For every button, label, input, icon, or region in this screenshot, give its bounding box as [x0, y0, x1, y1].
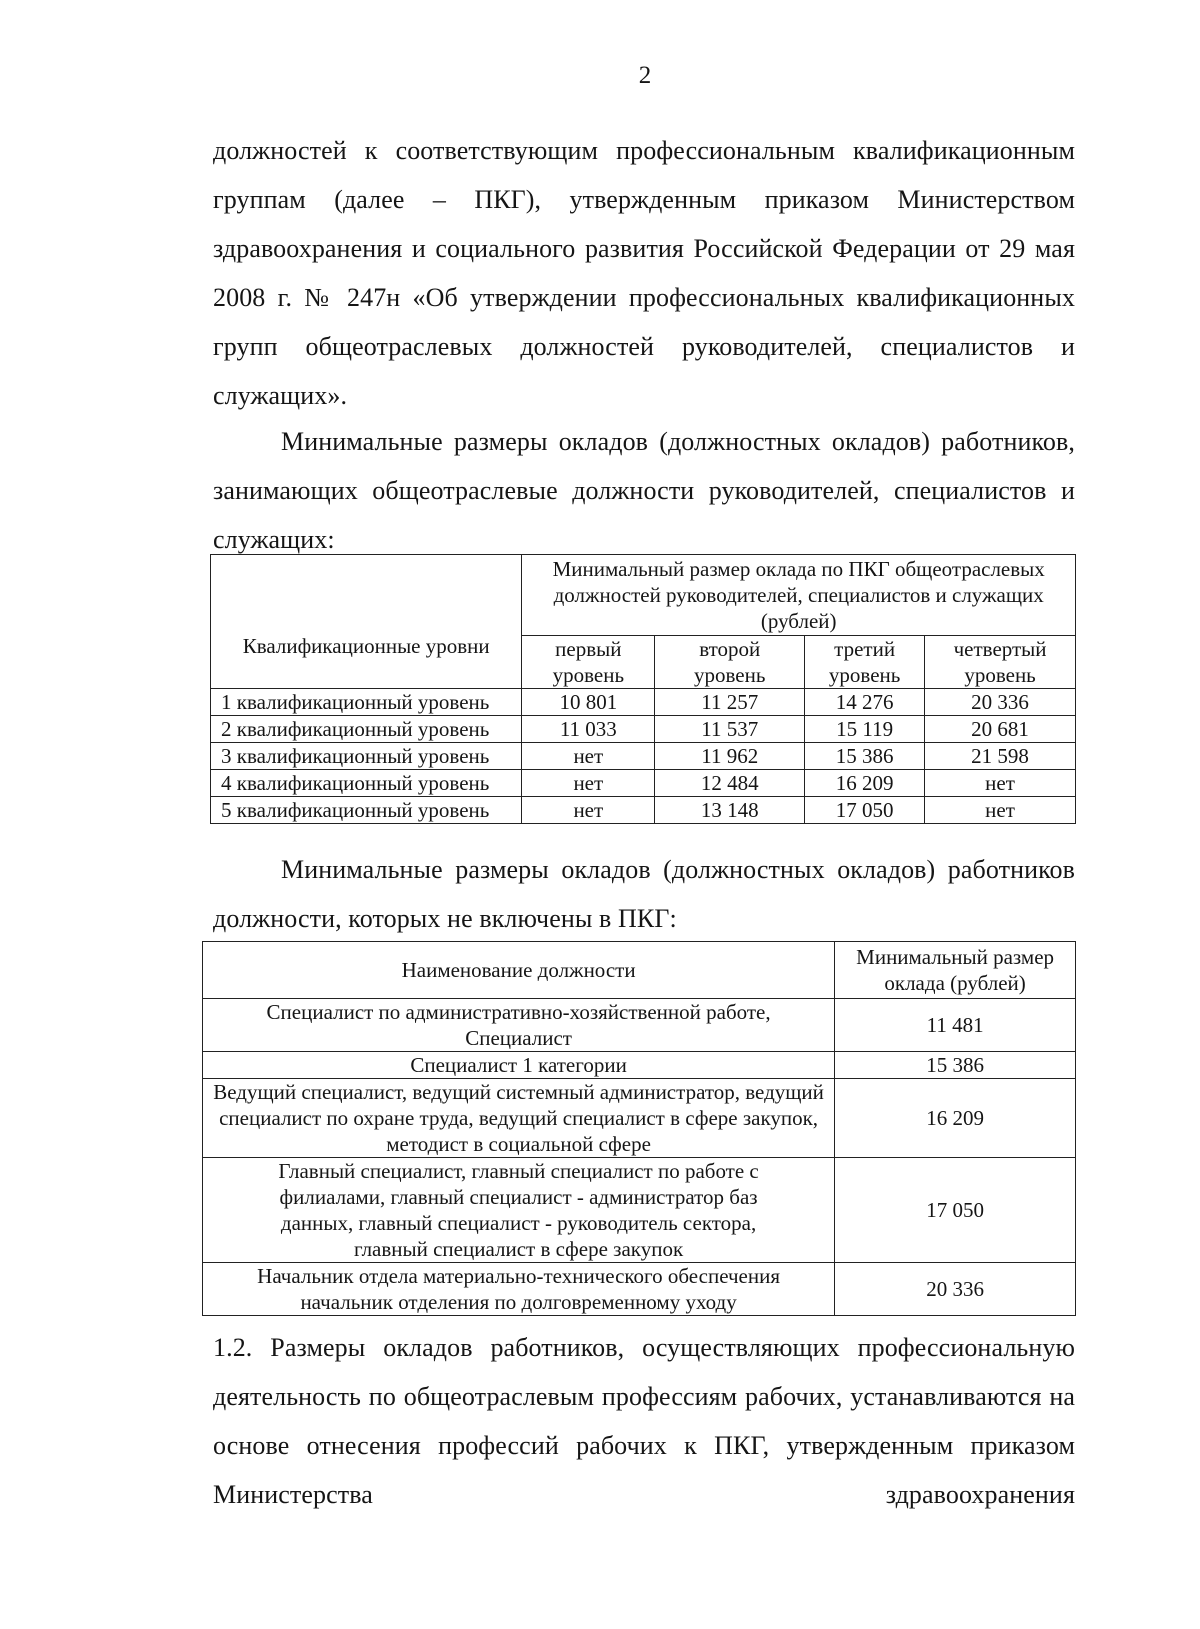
position-name: Ведущий специалист, ведущий системный администратор, ведущий специалист по охране труда, ведущий специалист в сфере закупок, методист в социальной сфере: [203, 1079, 835, 1158]
position-name: Специалист 1 категории: [203, 1052, 835, 1079]
salary-cell: 17 050: [805, 797, 925, 824]
salary-cell: нет: [925, 797, 1076, 824]
salary-cell: 16 209: [805, 770, 925, 797]
position-name: Главный специалист, главный специалист по работе с филиалами, главный специалист - администратор баз данных, главный специалист - руководитель сектора, главный специалист в сфере закупок: [203, 1158, 835, 1263]
level-name: 2 квалификационный уровень: [211, 716, 522, 743]
table-row: [211, 689, 1076, 716]
table-row: [211, 797, 1076, 824]
salary-cell: 15 386: [805, 743, 925, 770]
salary-cell: 11 962: [655, 743, 805, 770]
header-min-salary: Минимальный размер оклада (рублей): [835, 942, 1076, 999]
salary-cell: нет: [522, 770, 655, 797]
header-level-1: первый уровень: [522, 636, 655, 689]
position-name: Специалист по административно-хозяйственной работе, Специалист: [203, 999, 835, 1052]
level-name: 3 квалификационный уровень: [211, 743, 522, 770]
level-name: 5 квалификационный уровень: [211, 797, 522, 824]
page-number: 2: [638, 62, 652, 89]
salary-cell: нет: [522, 743, 655, 770]
salary-cell: 11 033: [522, 716, 655, 743]
paragraph-workers: 1.2. Размеры окладов работников, осуществляющих профессиональную деятельность по общеотраслевым профессиям рабочих, устанавливаются на основе отнесения профессий рабочих к ПКГ, утвержденным приказом Министерства здравоохранения: [213, 1333, 1075, 1509]
level-name: 1 квалификационный уровень: [211, 689, 522, 716]
table-row: [211, 770, 1076, 797]
salary-cell: 21 598: [925, 743, 1076, 770]
salary-cell: 11 537: [655, 716, 805, 743]
header-level-3: третий уровень: [805, 636, 925, 689]
salary-cell: 12 484: [655, 770, 805, 797]
paragraph-salaries-intro: Минимальные размеры окладов (должностных окладов) работников, занимающих общеотраслевые должности руководителей, специалистов и служащих:: [213, 427, 1075, 554]
salary-cell: 20 336: [925, 689, 1076, 716]
header-min-salary-group: Минимальный размер оклада по ПКГ общеотраслевых должностей руководителей, специалистов и служащих (рублей): [522, 555, 1076, 636]
salary-cell: 14 276: [805, 689, 925, 716]
table-row: [211, 743, 1076, 770]
position-salary: 16 209: [835, 1079, 1076, 1158]
header-qualification-levels: Квалификационные уровни: [211, 555, 522, 689]
salary-cell: 10 801: [522, 689, 655, 716]
salary-cell: 20 681: [925, 716, 1076, 743]
paragraph-intro: должностей к соответствующим профессиональным квалификационным группам (далее – ПКГ), утвержденным приказом Министерством здравоохранения и социального развития Российской Федерации от 29 мая 2008 г. № 247н «Об утверждении профессиональных квалификационных групп общеотраслевых должностей руководителей, специалистов и служащих».: [213, 136, 1075, 410]
header-position-name: Наименование должности: [203, 942, 835, 999]
header-level-4: четвертый уровень: [925, 636, 1076, 689]
table-row: [203, 999, 1076, 1052]
paragraph-non-pkg-intro: Минимальные размеры окладов (должностных окладов) работников должности, которых не включены в ПКГ:: [213, 855, 1075, 933]
salary-cell: нет: [522, 797, 655, 824]
header-level-2: второй уровень: [655, 636, 805, 689]
salary-cell: нет: [925, 770, 1076, 797]
position-salary: 20 336: [835, 1263, 1076, 1316]
table-row: [203, 1263, 1076, 1316]
position-salary: 17 050: [835, 1158, 1076, 1263]
position-salary: 11 481: [835, 999, 1076, 1052]
level-name: 4 квалификационный уровень: [211, 770, 522, 797]
salary-cell: 15 119: [805, 716, 925, 743]
position-salary: 15 386: [835, 1052, 1076, 1079]
table-row: [211, 716, 1076, 743]
non-pkg-positions-table: [202, 941, 1076, 1316]
table-row: [203, 1158, 1076, 1263]
table-row: [203, 1052, 1076, 1079]
salary-cell: 11 257: [655, 689, 805, 716]
position-name: Начальник отдела материально-технического обеспечения начальник отделения по долговременному уходу: [203, 1263, 835, 1316]
table-row: [203, 1079, 1076, 1158]
qualification-levels-table: [210, 554, 1076, 824]
salary-cell: 13 148: [655, 797, 805, 824]
